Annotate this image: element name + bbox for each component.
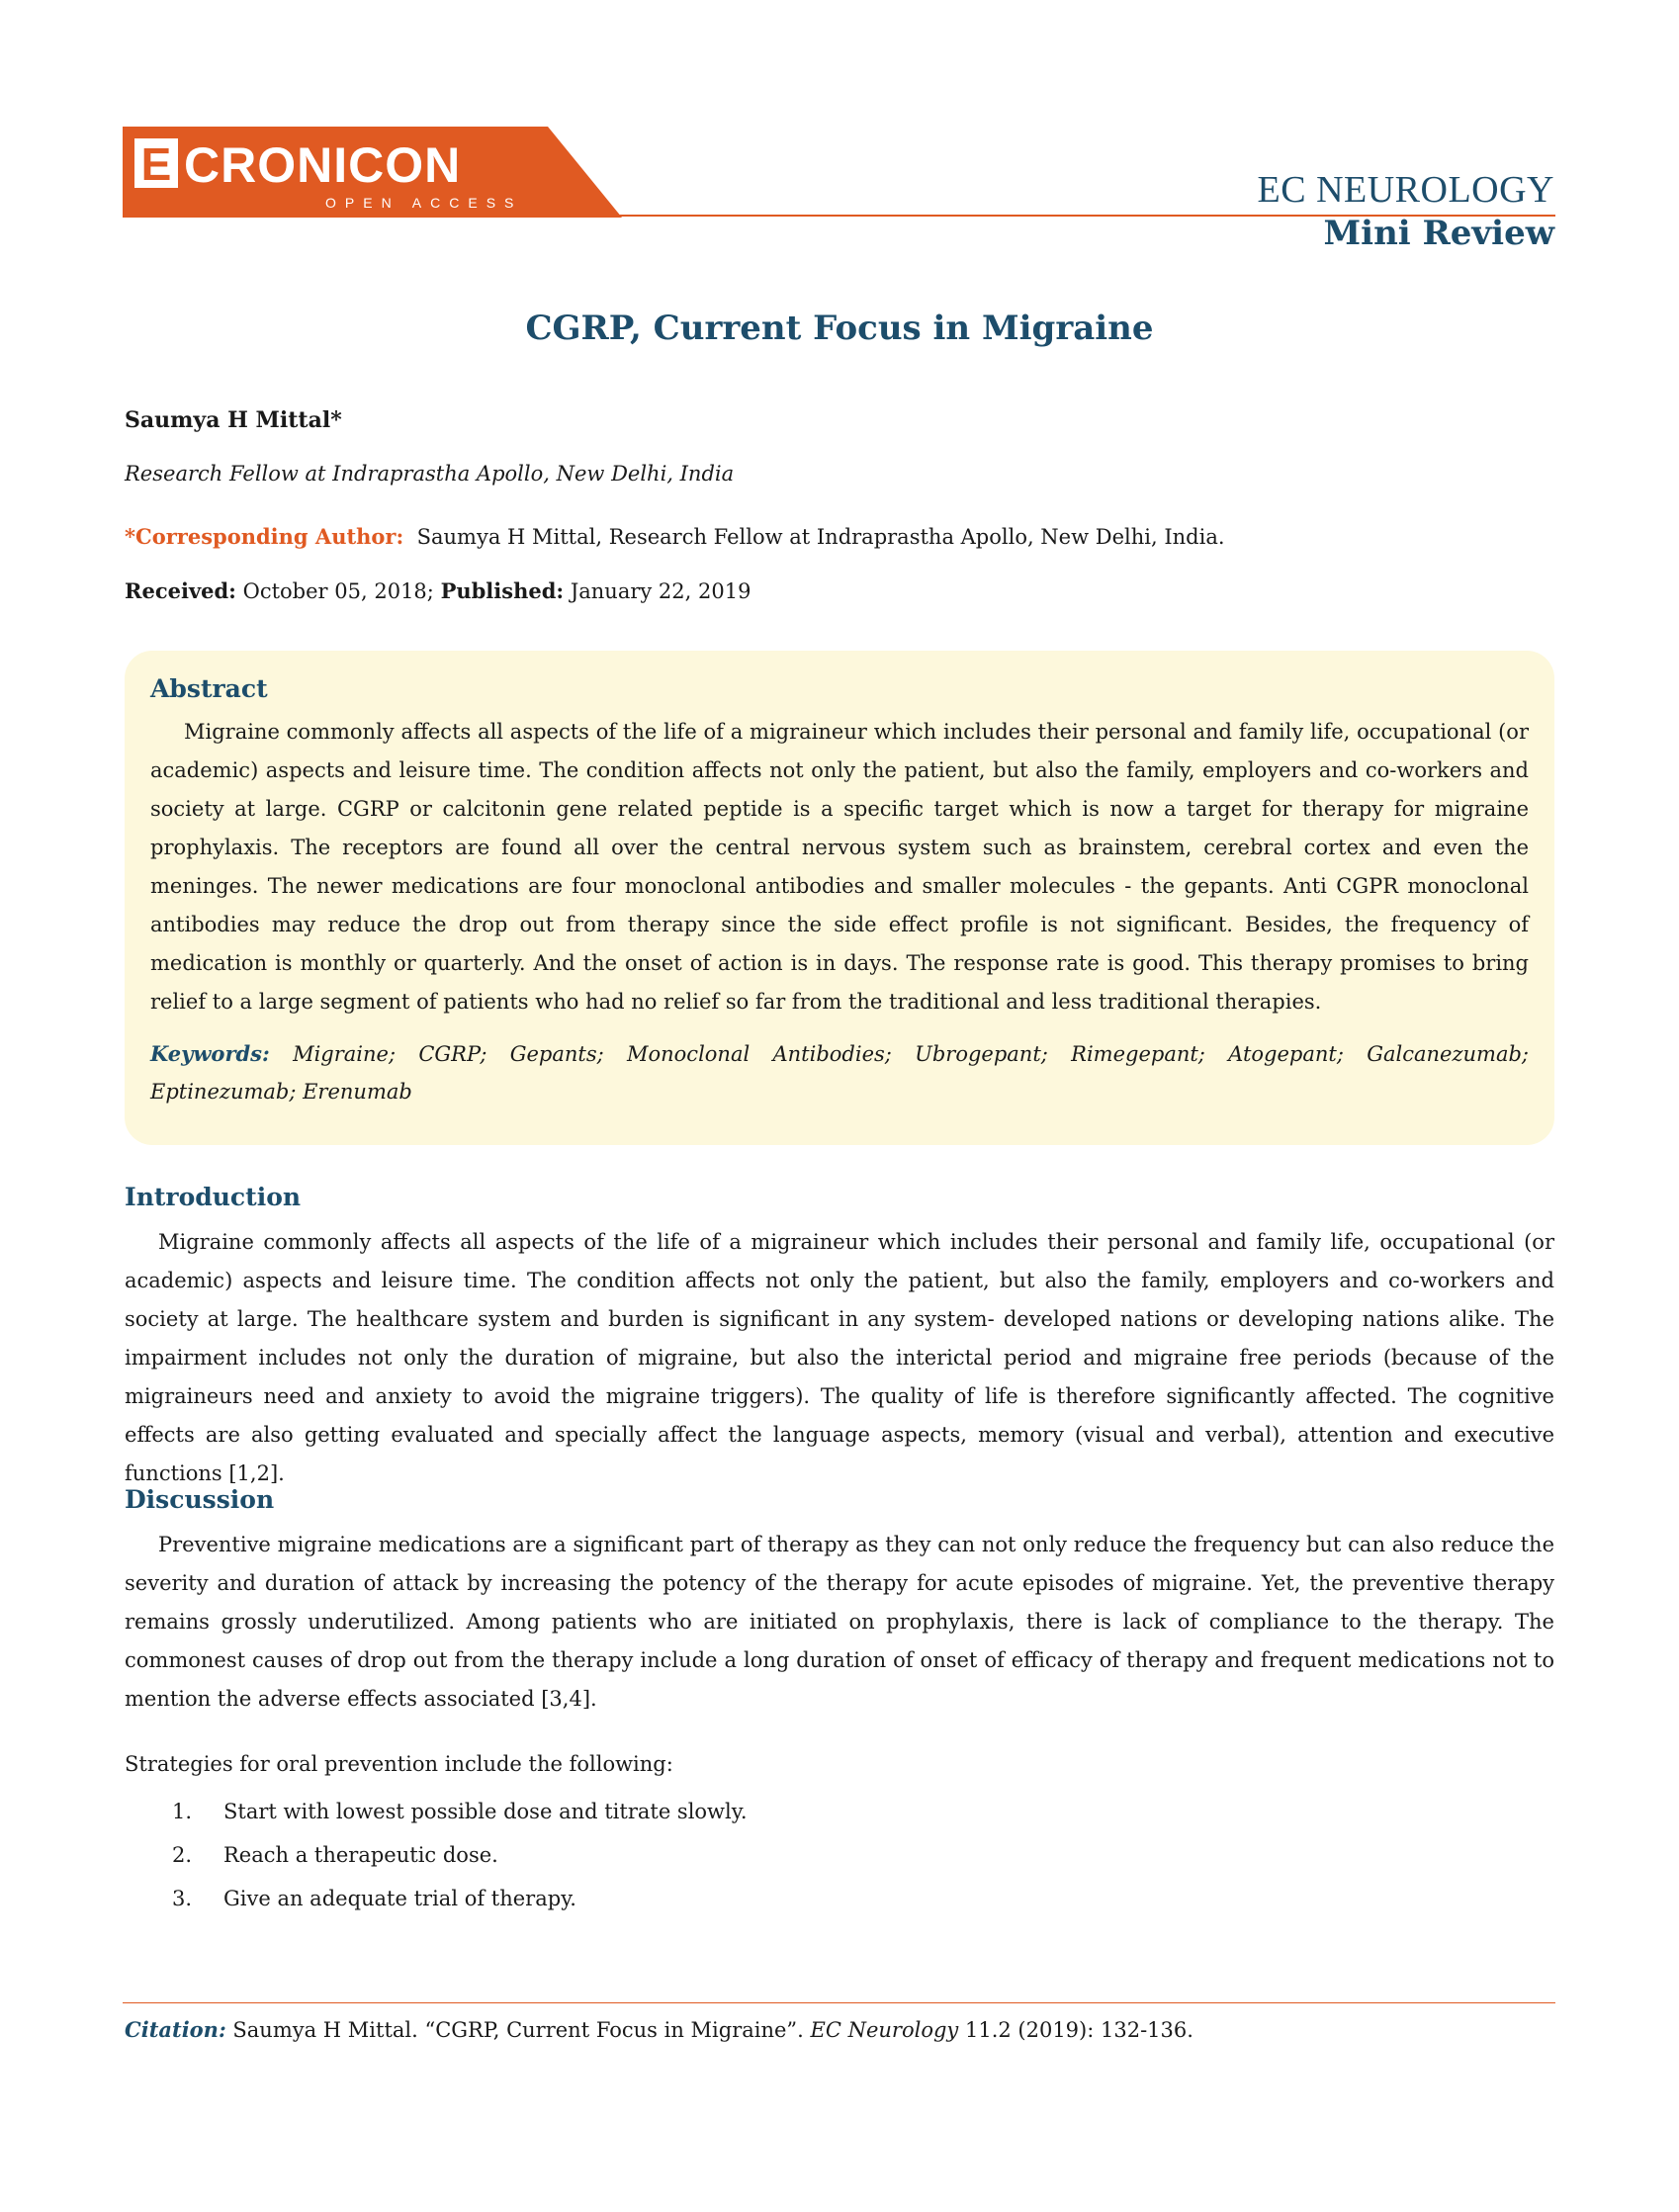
abstract-box (125, 651, 1554, 1145)
list-item-number: 1. (172, 1800, 193, 1823)
discussion-section (125, 1485, 1554, 1719)
corresponding-author-label: *Corresponding Author (125, 524, 397, 549)
introduction-heading: Introduction (125, 1183, 302, 1211)
introduction-section (125, 1183, 1554, 1493)
strategies-list (125, 1800, 1554, 1930)
logo-banner-shape (123, 127, 622, 218)
citation (125, 2017, 1193, 2042)
cronicon-logo (123, 127, 622, 218)
citation-journal: EC Neurology (810, 2018, 959, 2042)
journal-name: EC NEUROLOGY (1257, 169, 1554, 211)
introduction-text: Migraine commonly affects all aspects of the life of a migraineur which includes their personal and family life, occupational (or academic) aspects and leisure time. The condition affects not only the patient, but also the family, employers and co-workers and society at large. The healthcare system and burden is significant in any system- developed nations or developing nations alike. The impairment includes not only the duration of migraine, but also the interictal period and migraine free periods (because of the migraineurs need and anxiety to avoid the migraine triggers). The quality of life is therefore significantly affected. The cognitive effects are also getting evaluated and specially affect the language aspects, memory (visual and verbal), attention and executive functions [1,2]. (125, 1230, 1554, 1485)
list-item-text: Start with lowest possible dose and titrate slowly. (223, 1800, 748, 1823)
received-date: October 05, 2018; (242, 579, 434, 603)
author-name: Saumya H Mittal* (125, 407, 342, 433)
corresponding-author-text: Saumya H Mittal, Research Fellow at Indraprastha Apollo, New Delhi, India. (416, 525, 1225, 549)
keywords-list: Migraine; CGRP; Gepants; Monoclonal Antibodies; Ubrogepant; Rimegepant; Atogepant; Galcanezumab; Eptinezumab; Erenumab (150, 1042, 1529, 1104)
citation-volume: 11.2 (2019): 132-136. (964, 2018, 1193, 2042)
discussion-heading: Discussion (125, 1485, 275, 1514)
footer-divider (123, 2002, 1555, 2003)
article-title: CGRP, Current Focus in Migraine (525, 309, 1154, 348)
keywords (150, 1035, 1529, 1110)
publication-dates (125, 578, 751, 603)
author-affiliation: Research Fellow at Indraprastha Apollo, New Delhi, India (125, 462, 735, 486)
discussion-text: Preventive migraine medications are a significant part of therapy as they can not only reduce the frequency but can also reduce the severity and duration of attack by increasing the potency of the therapy for acute episodes of migraine. Yet, the preventive therapy remains grossly underutilized. Among patients who are initiated on prophylaxis, there is lack of compliance to the therapy. The commonest causes of drop out from the therapy include a long duration of onset of efficacy of therapy and frequent medications not to mention the adverse effects associated [3,4]. (125, 1533, 1554, 1711)
list-item (125, 1887, 1554, 1930)
list-item-text: Give an adequate trial of therapy. (223, 1887, 576, 1910)
citation-text: Saumya H Mittal. “CGRP, Current Focus in Migraine”. (232, 2018, 804, 2042)
corresponding-author (125, 524, 1225, 549)
corresponding-author-sep: : (396, 524, 404, 549)
logo-tagline: OPEN ACCESS (325, 195, 523, 211)
keywords-label: Keywords: (150, 1041, 270, 1066)
list-item-number: 3. (172, 1887, 193, 1910)
strategies-intro: Strategies for oral prevention include the following: (125, 1752, 673, 1776)
list-item-text: Reach a therapeutic dose. (223, 1843, 498, 1867)
abstract-text: Migraine commonly affects all aspects of the life of a migraineur which includes their personal and family life, occupational (or academic) aspects and leisure time. The condition affects not only the patient, but also the family, employers and co-workers and society at large. CGRP or calcitonin gene related peptide is a specific target which is now a target for therapy for migraine prophylaxis. The receptors are found all over the central nervous system such as brainstem, cerebral cortex and even the meninges. The newer medications are four monoclonal antibodies and smaller molecules - the gepants. Anti CGPR monoclonal antibodies may reduce the drop out from therapy since the side effect profile is not significant. Besides, the frequency of medication is monthly or quarterly. And the onset of action is in days. The response rate is good. This therapy promises to bring relief to a large segment of patients who had no relief so far from the traditional and less traditional therapies. (150, 720, 1529, 1014)
received-label: Received: (125, 578, 236, 603)
logo-name: CRONICON (184, 137, 462, 193)
published-date: January 22, 2019 (570, 579, 751, 603)
article-type: Mini Review (1323, 214, 1554, 253)
logo-mark: E (140, 138, 172, 190)
list-item-number: 2. (172, 1843, 193, 1867)
published-label: Published: (440, 578, 565, 603)
list-item (125, 1843, 1554, 1887)
list-item (125, 1800, 1554, 1843)
abstract-heading: Abstract (150, 674, 268, 703)
citation-label: Citation: (125, 2017, 226, 2042)
